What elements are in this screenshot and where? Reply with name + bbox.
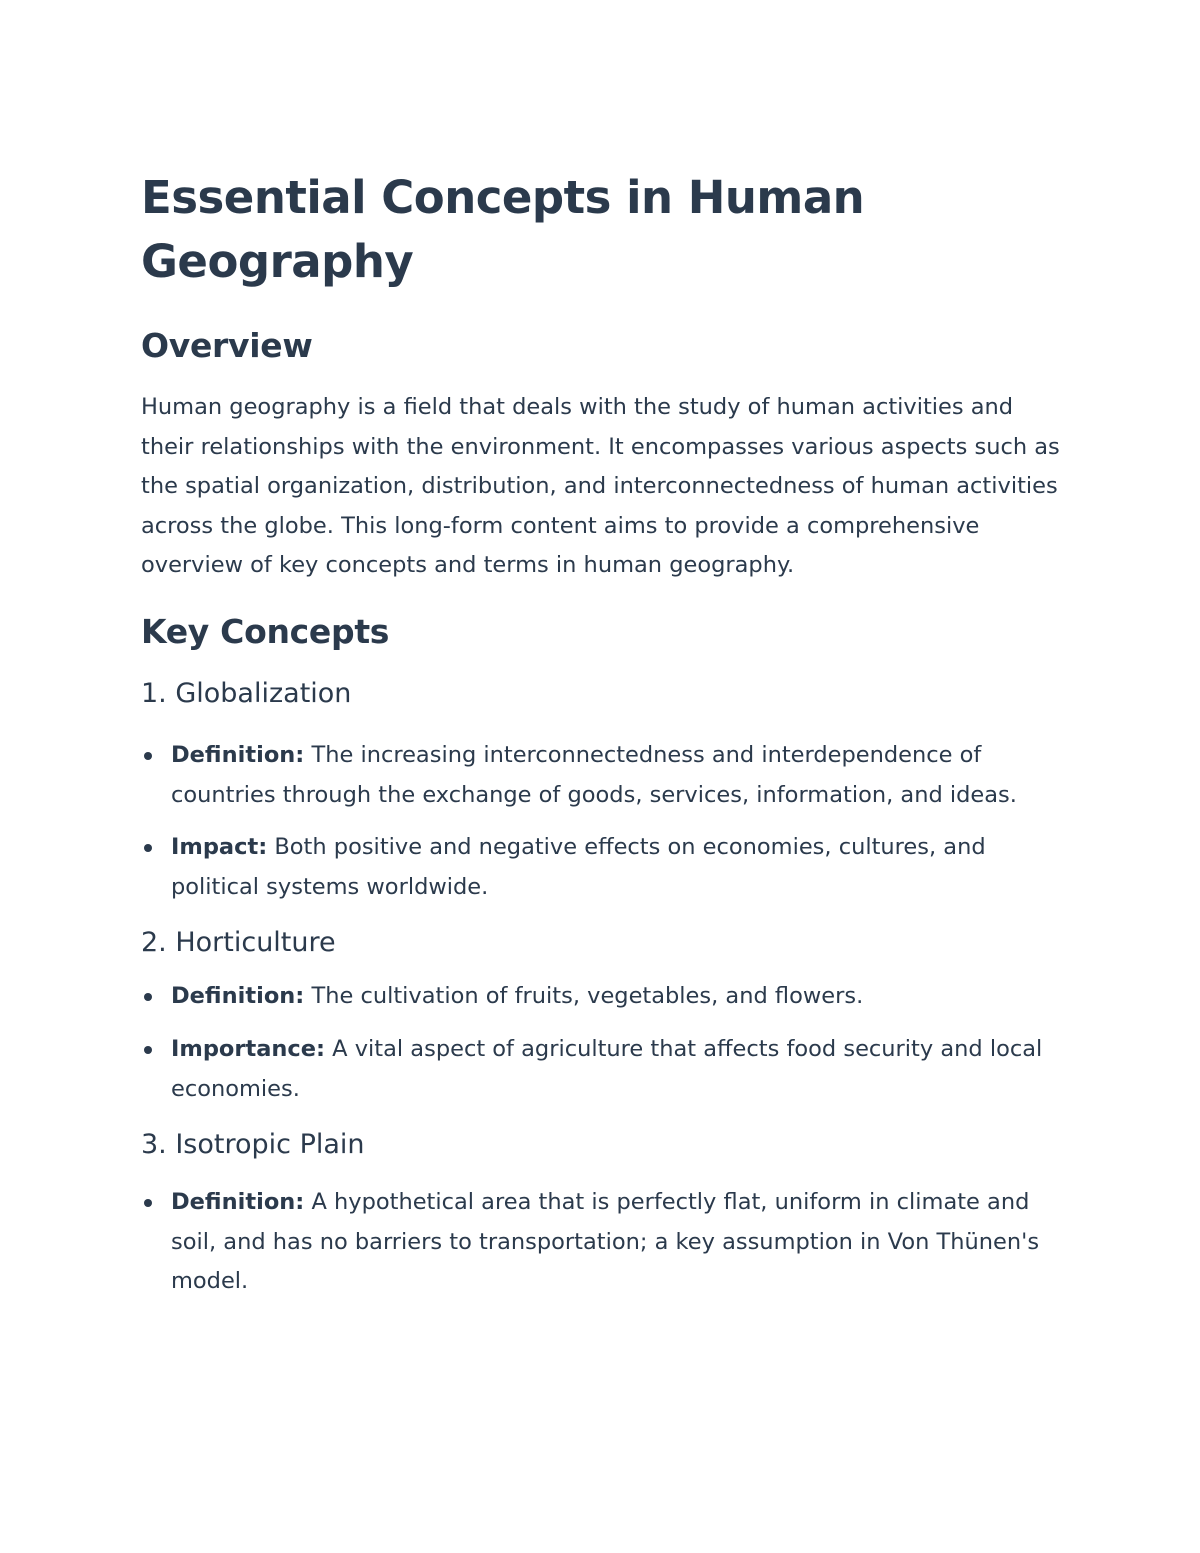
bullet-icon <box>144 993 152 1001</box>
concept-title-globalization: 1. Globalization <box>141 677 352 709</box>
overview-paragraph: Human geography is a field that deals with the study of human activities and their relationships with the environment. It encompasses various aspects such as the spatial organization, distribution, and interconnectedness of human activities across the globe. This long-form content aims to provide a comprehensive overview of key concepts and terms in human geography. <box>141 394 1060 579</box>
bullet-icon <box>144 1199 152 1207</box>
term-label: Impact: <box>171 834 268 861</box>
concept-list-globalization <box>141 736 1061 907</box>
term-description: A vital aspect of agriculture that affects food security and local economies. <box>171 1035 1043 1102</box>
concept-list-isotropic-plain <box>141 1183 1061 1302</box>
list-item <box>141 1183 1061 1302</box>
term-label: Definition: <box>171 741 305 768</box>
list-item <box>141 1030 1061 1109</box>
term-label: Importance: <box>171 1035 326 1062</box>
term-description: The cultivation of fruits, vegetables, and flowers. <box>304 983 864 1010</box>
list-item <box>141 736 1061 815</box>
term-label: Definition: <box>171 1189 305 1216</box>
bullet-icon <box>144 752 152 760</box>
term-description: The increasing interconnectedness and interdependence of countries through the exchange of goods, services, information, and ideas. <box>171 741 1017 808</box>
list-item <box>141 828 1061 907</box>
document-title: Essential Concepts in Human Geography <box>141 171 865 288</box>
bullet-icon <box>144 1046 152 1054</box>
concept-title-horticulture: 2. Horticulture <box>141 927 336 959</box>
concept-title-isotropic-plain: 3. Isotropic Plain <box>141 1129 365 1161</box>
document-page <box>141 166 1061 1302</box>
term-description: Both positive and negative effects on economies, cultures, and political systems worldwide. <box>171 834 986 900</box>
list-item <box>141 977 1061 1017</box>
overview-heading: Overview <box>141 326 313 365</box>
concept-list-horticulture <box>141 977 1061 1109</box>
bullet-icon <box>144 844 152 852</box>
term-description: A hypothetical area that is perfectly flat, uniform in climate and soil, and has no barriers to transportation; a key assumption in Von Thünen's model. <box>171 1189 1040 1295</box>
term-label: Definition: <box>171 983 305 1010</box>
key-concepts-heading: Key Concepts <box>141 611 390 651</box>
